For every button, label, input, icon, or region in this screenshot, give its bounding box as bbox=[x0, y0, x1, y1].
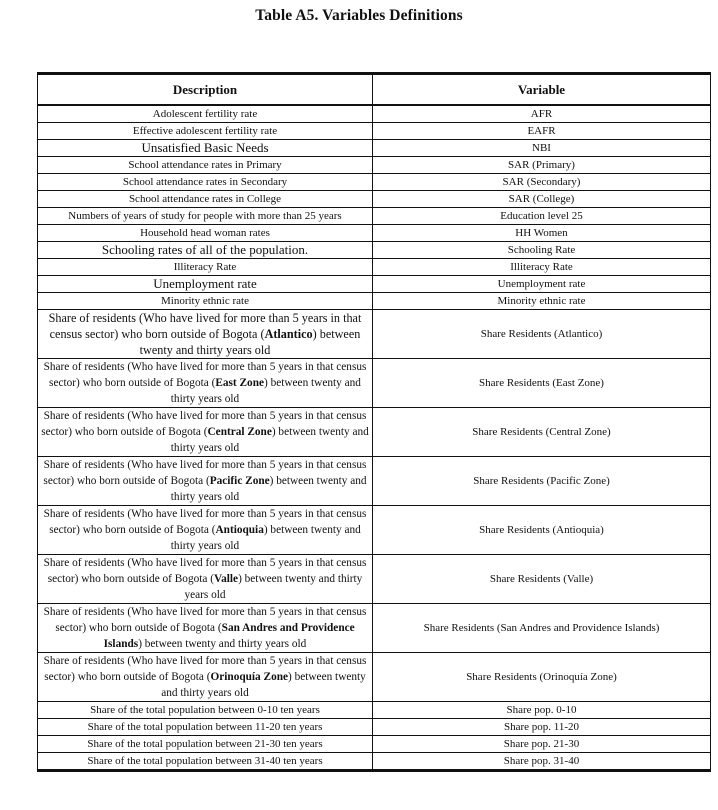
variable-cell: Share pop. 11-20 bbox=[373, 719, 711, 736]
region-name: Pacific Zone bbox=[209, 475, 270, 487]
table-row bbox=[38, 604, 711, 653]
table-row bbox=[38, 242, 711, 259]
variable-cell: Share Residents (Valle) bbox=[373, 555, 711, 604]
description-cell bbox=[38, 310, 373, 359]
region-name: East Zone bbox=[215, 377, 264, 389]
table-row bbox=[38, 259, 711, 276]
table-row bbox=[38, 408, 711, 457]
description-cell bbox=[38, 604, 373, 653]
variable-cell: Share pop. 21-30 bbox=[373, 736, 711, 753]
region-name: San Andres and Providence Islands bbox=[103, 622, 355, 650]
variable-cell: Share Residents (Orinoquía Zone) bbox=[373, 653, 711, 702]
description-cell bbox=[38, 359, 373, 408]
variable-cell: Minority ethnic rate bbox=[373, 293, 711, 310]
description-cell: Unemployment rate bbox=[38, 276, 373, 293]
variable-cell: Share Residents (Atlantico) bbox=[373, 310, 711, 359]
table-row bbox=[38, 310, 711, 359]
table-row bbox=[38, 702, 711, 719]
variable-cell: Share Residents (Central Zone) bbox=[373, 408, 711, 457]
description-suffix: ) between twenty and thirty years old bbox=[184, 573, 363, 601]
variable-cell: SAR (Secondary) bbox=[373, 174, 711, 191]
variable-cell: Education level 25 bbox=[373, 208, 711, 225]
table-row bbox=[38, 191, 711, 208]
description-cell: School attendance rates in Primary bbox=[38, 157, 373, 174]
description-cell bbox=[38, 506, 373, 555]
variable-cell: SAR (College) bbox=[373, 191, 711, 208]
column-header-description: Description bbox=[38, 74, 373, 106]
table-row bbox=[38, 276, 711, 293]
variable-cell: Illiteracy Rate bbox=[373, 259, 711, 276]
description-cell: Minority ethnic rate bbox=[38, 293, 373, 310]
description-prefix: Share of residents (Who have lived for more than 5 years in that census sector) who born outside of Bogota ( bbox=[43, 606, 367, 634]
variable-cell: Share Residents (East Zone) bbox=[373, 359, 711, 408]
region-name: Central Zone bbox=[207, 426, 272, 438]
description-cell: Illiteracy Rate bbox=[38, 259, 373, 276]
description-prefix: Share of residents (Who have lived for more than 5 years in that census sector) who born outside of Bogota ( bbox=[48, 311, 362, 341]
description-suffix: ) between twenty and thirty years old bbox=[138, 638, 307, 650]
description-cell: Household head woman rates bbox=[38, 225, 373, 242]
table-row bbox=[38, 555, 711, 604]
description-suffix: ) between twenty and thirty years old bbox=[139, 327, 361, 357]
table-row bbox=[38, 225, 711, 242]
variable-cell: Schooling Rate bbox=[373, 242, 711, 259]
region-name: Orinoquía Zone bbox=[210, 671, 289, 683]
table-row bbox=[38, 105, 711, 123]
table-row bbox=[38, 653, 711, 702]
description-suffix: ) between twenty and thirty years old bbox=[170, 426, 369, 454]
description-prefix: Share of residents (Who have lived for more than 5 years in that census sector) who born outside of Bogota ( bbox=[43, 508, 367, 536]
variable-cell: NBI bbox=[373, 140, 711, 157]
description-prefix: Share of residents (Who have lived for more than 5 years in that census sector) who born outside of Bogota ( bbox=[43, 557, 367, 585]
table-row bbox=[38, 174, 711, 191]
description-cell bbox=[38, 408, 373, 457]
description-prefix: Share of residents (Who have lived for more than 5 years in that census sector) who born outside of Bogota ( bbox=[41, 410, 367, 438]
table-row bbox=[38, 208, 711, 225]
variable-cell: Share pop. 31-40 bbox=[373, 753, 711, 771]
description-prefix: Share of residents (Who have lived for more than 5 years in that census sector) who born outside of Bogota ( bbox=[43, 459, 367, 487]
region-name: Valle bbox=[214, 573, 239, 585]
description-prefix: Share of residents (Who have lived for more than 5 years in that census sector) who born outside of Bogota ( bbox=[43, 361, 367, 389]
variable-cell: Share pop. 0-10 bbox=[373, 702, 711, 719]
table-row bbox=[38, 140, 711, 157]
table-row bbox=[38, 359, 711, 408]
column-header-variable: Variable bbox=[373, 74, 711, 106]
description-cell: Share of the total population between 21-30 ten years bbox=[38, 736, 373, 753]
table-row bbox=[38, 157, 711, 174]
variable-cell: Unemployment rate bbox=[373, 276, 711, 293]
variable-cell: AFR bbox=[373, 105, 711, 123]
description-cell: Schooling rates of all of the population. bbox=[38, 242, 373, 259]
variable-cell: SAR (Primary) bbox=[373, 157, 711, 174]
variables-definitions-table bbox=[37, 72, 711, 772]
table-row bbox=[38, 506, 711, 555]
description-suffix: ) between twenty and thirty years old bbox=[170, 377, 361, 405]
description-cell: Share of the total population between 11-20 ten years bbox=[38, 719, 373, 736]
variable-cell: EAFR bbox=[373, 123, 711, 140]
table-row bbox=[38, 457, 711, 506]
table-row bbox=[38, 753, 711, 771]
table-title: Table A5. Variables Definitions bbox=[255, 7, 463, 24]
variable-cell: Share Residents (San Andres and Providence Islands) bbox=[373, 604, 711, 653]
variable-cell: Share Residents (Antioquia) bbox=[373, 506, 711, 555]
table-row bbox=[38, 736, 711, 753]
description-cell: Adolescent fertility rate bbox=[38, 105, 373, 123]
variable-cell: Share Residents (Pacific Zone) bbox=[373, 457, 711, 506]
table-row bbox=[38, 293, 711, 310]
description-cell: Unsatisfied Basic Needs bbox=[38, 140, 373, 157]
table-row bbox=[38, 123, 711, 140]
table-row bbox=[38, 719, 711, 736]
description-cell: Share of the total population between 0-10 ten years bbox=[38, 702, 373, 719]
description-cell bbox=[38, 555, 373, 604]
description-suffix: ) between twenty and thirty years old bbox=[170, 524, 361, 552]
table-header-row bbox=[38, 74, 711, 106]
description-cell bbox=[38, 457, 373, 506]
description-prefix: Share of residents (Who have lived for more than 5 years in that census sector) who born outside of Bogota ( bbox=[43, 655, 367, 683]
region-name: Antioquia bbox=[215, 524, 264, 536]
description-cell: School attendance rates in College bbox=[38, 191, 373, 208]
description-cell: Numbers of years of study for people with more than 25 years bbox=[38, 208, 373, 225]
description-cell: Effective adolescent fertility rate bbox=[38, 123, 373, 140]
description-cell bbox=[38, 653, 373, 702]
description-cell: Share of the total population between 31-40 ten years bbox=[38, 753, 373, 771]
variable-cell: HH Women bbox=[373, 225, 711, 242]
region-name: Atlantico bbox=[264, 327, 313, 341]
description-suffix: ) between twenty and thirty years old bbox=[161, 671, 366, 699]
description-cell: School attendance rates in Secondary bbox=[38, 174, 373, 191]
description-suffix: ) between twenty and thirty years old bbox=[170, 475, 367, 503]
